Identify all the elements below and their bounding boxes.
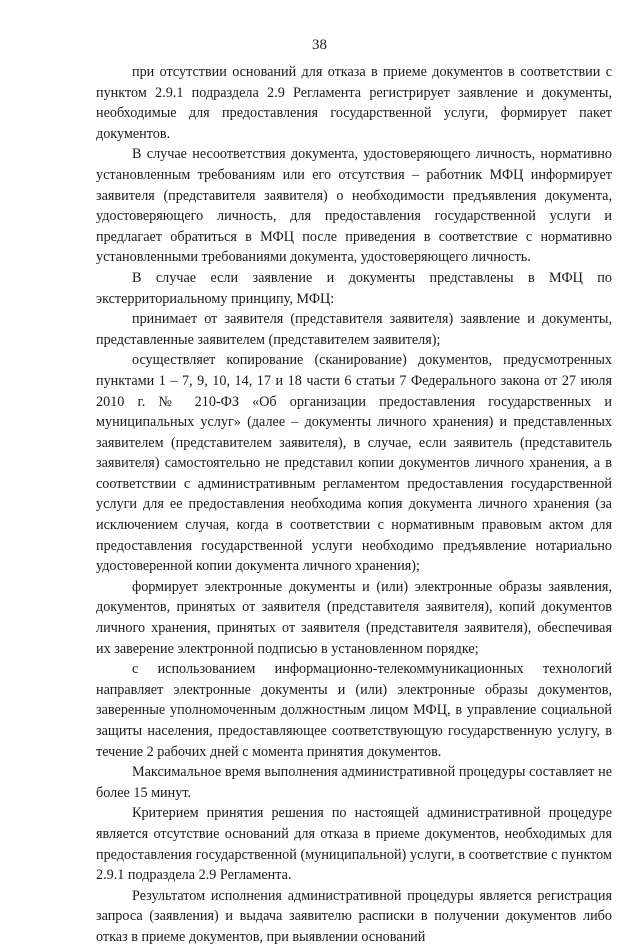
paragraph-result: Результатом исполнения административной процедуры является регистрация запроса (заявления) и выдача заявителю расписки в получении документов либо отказ в приеме документов, при выявлении оснований xyxy=(96,887,612,945)
paragraph-max-time: Максимальное время выполнения административной процедуры составляет не более 15 минут. xyxy=(96,764,612,801)
paragraph-registration: при отсутствии оснований для отказа в приеме документов в соответствии с пунктом 2.9.1 подраздела 2.9 Регламента регистрирует заявление и документы, необходимые для предоставления государственной услуги, формирует пакет документов. xyxy=(96,64,612,142)
paragraph-electronic-documents: формирует электронные документы и (или) электронные образы заявления, документов, принятых от заявителя (представителя заявителя), копий документов личного хранения, принятых от заявителя (представителя заявителя), обеспечивая их заверение электронной подписью в установленном порядке; xyxy=(96,578,612,657)
paragraph-identity-document: В случае несоответствия документа, удостоверяющего личность, нормативно установленным требованиям или его отсутствия – работник МФЦ информирует заявителя (представителя заявителя) о необходимости предъявления документа, удостоверяющего личность, для предоставления государственной услуги и предлагает обратиться в МФЦ после приведения в соответствие с нормативно установленными требованиями документа, удостоверяющего личность. xyxy=(96,146,612,266)
paragraph-copying: осуществляет копирование (сканирование) документов, предусмотренных пунктами 1 – 7, 9, 10, 14, 17 и 18 части 6 статьи 7 Федерального закона от 27 июля 2010 г. № 210-ФЗ «Об организации предоставления государственных и муниципальных услуг» (далее – документы личного хранения) и представленных заявителем (представителем заявителя), в случае, если заявитель (представитель заявителя) самостоятельно не представил копии документов личного хранения, а в соответствии с административным регламентом предоставления государственной услуги для ее предоставления необходима копия документа личного хранения (за исключением случая, когда в соответствии с нормативным правовым актом для предоставления государственной услуги необходимо предъявление нотариально удостоверенной копии документа личного хранения); xyxy=(96,352,612,575)
page-number: 38 xyxy=(312,37,327,53)
paragraph-extraterritorial: В случае если заявление и документы представлены в МФЦ по экстерриториальному принципу, МФЦ: xyxy=(96,269,612,307)
paragraph-sends-documents: с использованием информационно-телекоммуникационных технологий направляет электронные документы и (или) электронные образы документов, заверенные уполномоченным должностным лицом МФЦ, в управление социальной защиты населения, предоставляющее соответствующую государственную услугу, в течение 2 рабочих дней с момента принятия документов. xyxy=(96,661,612,760)
paragraph-accepts-documents: принимает от заявителя (представителя заявителя) заявление и документы, представленные заявителем (представителем заявителя); xyxy=(96,311,612,348)
paragraph-decision-criterion: Критерием принятия решения по настоящей административной процедуре является отсутствие оснований для отказа в приеме документов, необходимых для предоставления государственной (муниципальной) услуги, в соответствие с пунктом 2.9.1 подраздела 2.9 Регламента. xyxy=(96,805,612,884)
document-body xyxy=(96,62,612,948)
